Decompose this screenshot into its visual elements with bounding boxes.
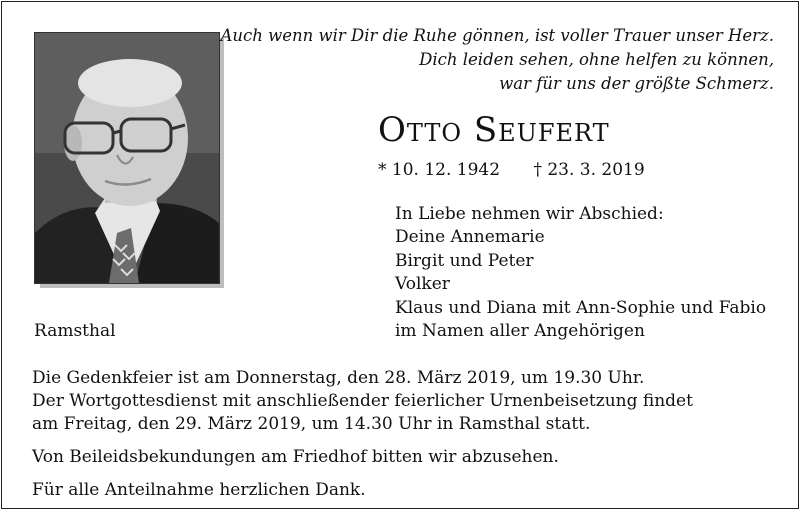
deceased-name: Otto Seufert — [378, 110, 610, 150]
service-line: Der Wortgottesdienst mit anschließender feierlicher Urnenbeisetzung findet — [32, 391, 693, 411]
death-date: † 23. 3. 2019 — [533, 160, 645, 180]
condolence-note: Von Beileidsbekundungen am Friedhof bitten wir abzusehen. — [32, 447, 559, 467]
mourners-list — [395, 203, 766, 343]
service-line: Die Gedenkfeier ist am Donnerstag, den 28. März 2019, um 19.30 Uhr. — [32, 368, 645, 388]
life-dates — [378, 160, 645, 180]
mourner-entry: Deine Annemarie — [395, 227, 545, 248]
portrait-photo — [34, 32, 220, 284]
poem-line: Auch wenn wir Dir die Ruhe gönnen, ist voller Trauer unser Herz. — [220, 26, 774, 45]
mourner-entry: Klaus und Diana mit Ann-Sophie und Fabio — [395, 297, 767, 318]
birth-date: * 10. 12. 1942 — [378, 160, 501, 180]
mourner-entry: Volker — [395, 274, 450, 295]
portrait-illustration — [35, 33, 219, 283]
mourner-entry: Birgit und Peter — [395, 250, 534, 271]
place-name: Ramsthal — [34, 321, 116, 341]
service-notes — [32, 367, 772, 502]
thanks-note: Für alle Anteilnahme herzlichen Dank. — [32, 480, 366, 500]
service-line: am Freitag, den 29. März 2019, um 14.30 Uhr in Ramsthal statt. — [32, 414, 591, 434]
memorial-poem — [214, 24, 774, 96]
poem-line: war für uns der größte Schmerz. — [499, 74, 774, 93]
mourner-entry: im Namen aller Angehörigen — [395, 321, 645, 342]
poem-line: Dich leiden sehen, ohne helfen zu können, — [419, 50, 774, 69]
mourners-intro: In Liebe nehmen wir Abschied: — [395, 204, 664, 224]
